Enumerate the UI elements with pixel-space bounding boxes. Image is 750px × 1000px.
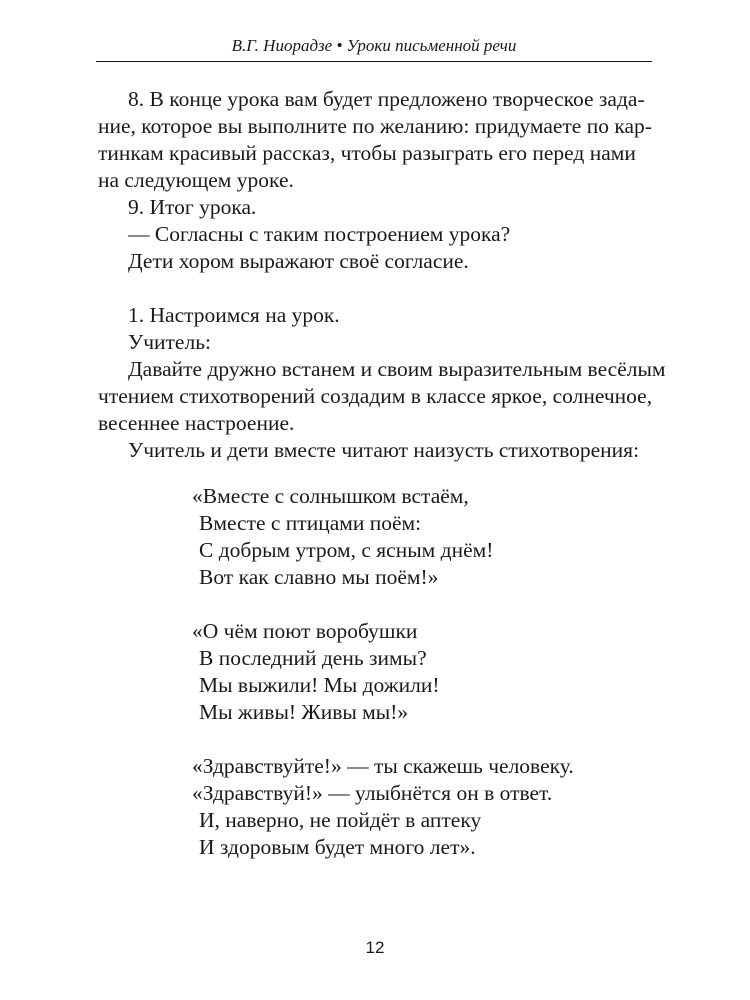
paragraph-agreement: Дети хором выражают своё согласие. — [128, 249, 469, 273]
poem-stanza-2 — [192, 618, 574, 726]
poem-line: С добрым утром, с ясным днём! — [199, 538, 494, 562]
paragraph-step-1: 1. Настроимся на урок. — [128, 303, 340, 327]
paragraph-task-9: 9. Итог урока. — [128, 195, 257, 219]
poem-line: «Вместе с солнышком встаём, — [192, 484, 469, 508]
text-line: ние, которое вы выполните по желанию: придумаете по кар- — [98, 114, 652, 138]
text-line: тинкам красивый рассказ, чтобы разыграть его перед нами — [98, 141, 636, 165]
poem-line: И, наверно, не пойдёт в аптеку — [199, 808, 482, 832]
paragraph-poem-intro: Учитель и дети вместе читают наизусть стихотворения: — [128, 438, 640, 462]
text-line: 8. В конце урока вам будет предложено творческое зада- — [128, 87, 645, 111]
paragraph-gap — [98, 275, 654, 302]
poem-line: Мы выжили! Мы дожили! — [199, 673, 440, 697]
poem-stanza-3 — [192, 753, 574, 861]
paragraph-teacher-label: Учитель: — [128, 330, 211, 354]
paragraph-teacher-speech — [98, 356, 666, 437]
poem-line: В последний день зимы? — [199, 646, 427, 670]
poem-line: Вот как славно мы поём!» — [199, 565, 439, 589]
text-line: Давайте дружно встанем и своим выразительным весёлым — [128, 357, 666, 381]
poem-stanza-1 — [192, 483, 574, 591]
poem-line: Вместе с птицами поём: — [199, 511, 422, 535]
poem-line: «О чём поют воробушки — [192, 619, 418, 643]
poems-block — [192, 483, 574, 888]
poem-line: Мы живы! Живы мы!» — [199, 700, 409, 724]
page-number: 12 — [365, 938, 385, 957]
paragraph-task-8 — [98, 86, 654, 194]
body-text — [98, 86, 666, 464]
running-header: В.Г. Ниорадзе • Уроки письменной речи — [96, 36, 652, 62]
poem-line: «Здравствуй!» — улыбнётся он в ответ. — [192, 781, 553, 805]
text-line: на следующем уроке. — [98, 168, 294, 192]
text-line: чтением стихотворений создадим в классе яркое, солнечное, — [98, 384, 653, 408]
poem-line: «Здравствуйте!» — ты скажешь человеку. — [192, 754, 574, 778]
paragraph-question: — Согласны с таким построением урока? — [128, 222, 511, 246]
text-line: весеннее настроение. — [98, 411, 295, 435]
poem-line: И здоровым будет много лет». — [199, 835, 476, 859]
